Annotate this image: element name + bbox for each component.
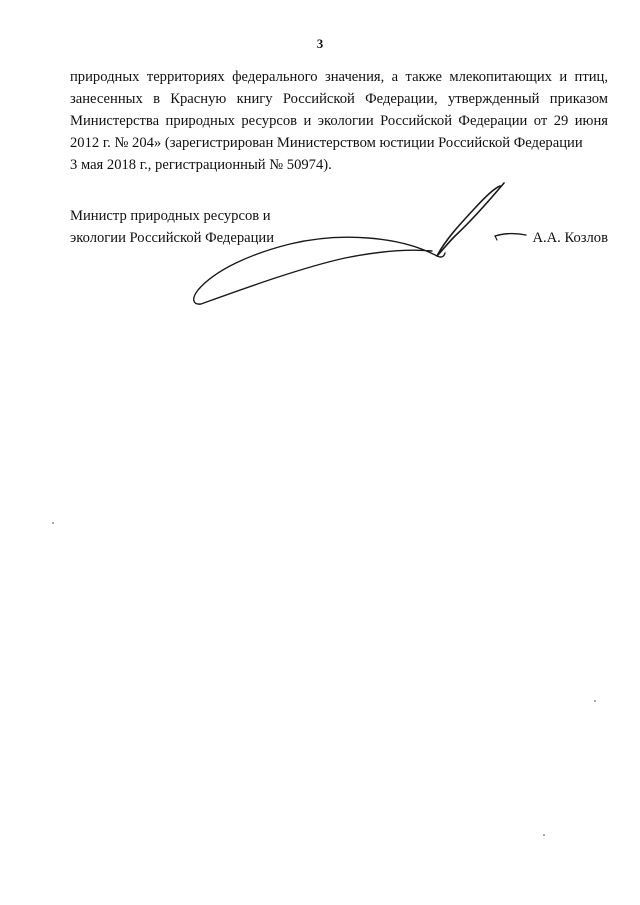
signer-position bbox=[70, 205, 330, 249]
paragraph-line: занесенных в Красную книгу Российской Федерации, утвержденный приказом bbox=[70, 91, 608, 107]
signer-position-line: экологии Российской Федерации bbox=[70, 230, 275, 246]
page-number: 3 bbox=[316, 36, 324, 51]
paragraph-line: 2012 г. № 204» (зарегистрирован Министерством юстиции Российской Федерации bbox=[70, 135, 583, 151]
signer-position-line: Министр природных ресурсов и bbox=[70, 208, 271, 224]
scan-speck bbox=[543, 834, 545, 836]
scan-speck bbox=[594, 700, 596, 702]
paragraph-line: 3 мая 2018 г., регистрационный № 50974). bbox=[70, 157, 332, 173]
paragraph-text bbox=[70, 66, 608, 176]
signature-block bbox=[70, 205, 608, 325]
scan-speck bbox=[52, 522, 54, 524]
signer-name: А.А. Козлов bbox=[532, 230, 608, 246]
paragraph-line: природных территориях федерального значения, а также млекопитающих и птиц, bbox=[70, 69, 608, 85]
paragraph-line: Министерства природных ресурсов и экологии Российской Федерации от 29 июня bbox=[70, 113, 608, 129]
